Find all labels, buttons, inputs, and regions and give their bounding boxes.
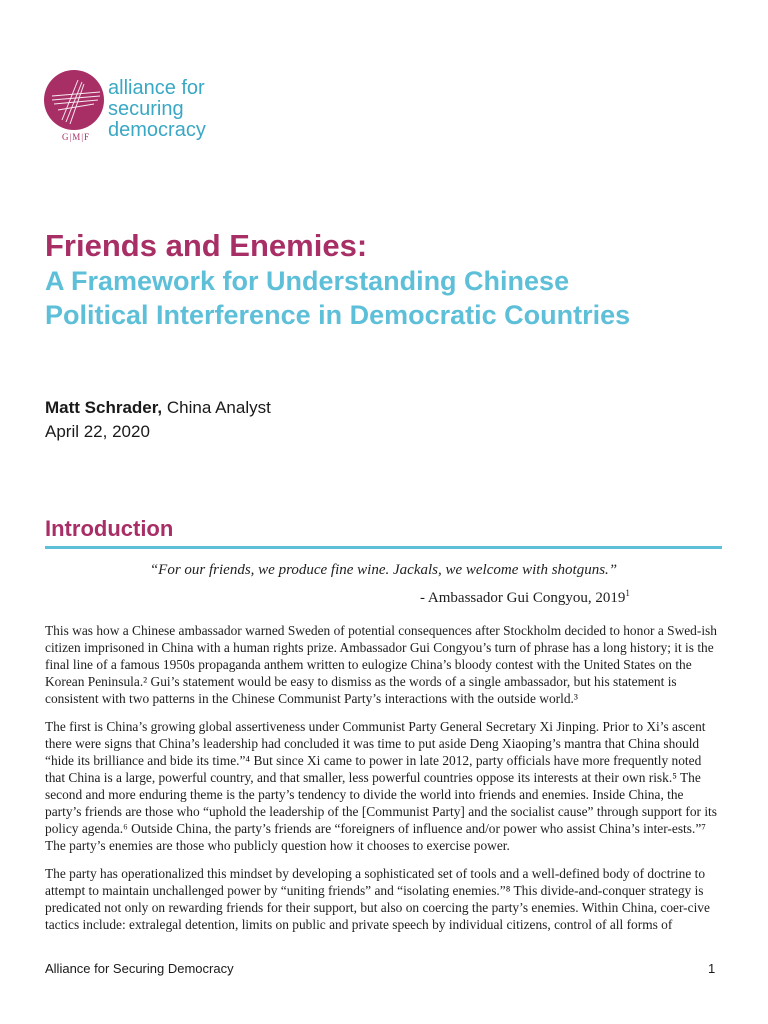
paragraph: This was how a Chinese ambassador warned Sweden of potential consequences after Stockholm decided to honor a Swed-ish citizen imprisoned in China with a human rights prize. Ambassador Gui Congyou’s turn of phrase has a long history; it is the final line of a famous 1950s propaganda anthem written to eulogize China’s bloody contest with the United States on the Korean Peninsula.² Gui’s statement would be easy to dismiss as the words of a single ambassador, but his statement is consistent with two patterns in the Chinese Communist Party’s interactions with the outside world.³ [45, 623, 717, 706]
quote-attribution-text: - Ambassador Gui Congyou, 2019 [420, 590, 626, 606]
title-main: Friends and Enemies: [45, 228, 368, 263]
title-sub-line: Political Interference in Democratic Countries [45, 300, 631, 330]
author-block [45, 396, 271, 444]
logo-line: democracy [108, 119, 206, 141]
title-sub-line: A Framework for Understanding Chinese [45, 266, 570, 296]
page-number: 1 [708, 961, 716, 976]
logo-wordmark [108, 78, 206, 141]
logo-line: securing [108, 98, 184, 120]
paragraph: The first is China’s growing global assertiveness under Communist Party General Secretary Xi Jinping. Prior to Xi’s ascent there were signs that China’s leadership had concluded it was time to put aside Deng Xiaoping’s mantra that China should “hide its brilliance and bide its time.”⁴ But since Xi came to power in late 2012, party officials have more frequently noted that China is a large, powerful country, and that smaller, less powerful countries oppose its interests at their own risk.⁵ The second and more enduring theme is the party’s tendency to divide the world into friends and enemies. Inside China, the party’s friends are those who “uphold the leadership of the [Communist Party] and the socialist cause” through support for its policy agenda.⁶ Outside China, the party’s friends are “foreigners of influence and/or power who assist China’s inter-ests.”⁷ The party’s enemies are those who publicly question how it chooses to exercise power. [45, 719, 717, 853]
author-line [45, 396, 271, 420]
author-role: China Analyst [162, 398, 271, 417]
footer-organization: Alliance for Securing Democracy [45, 961, 234, 976]
publication-date: April 22, 2020 [45, 422, 150, 441]
gmf-label: G|M|F [61, 132, 91, 142]
paragraph: The party has operationalized this mindset by developing a sophisticated set of tools and a well-defined body of doctrine to attempt to maintain unchallenged power by “uniting friends” and “isolating enemies.”⁸ This divide-and-conquer strategy is predicated not only on rewarding friends for their support, but also on coercing the party’s enemies. Within China, coer-cive tactics include: extralegal detention, limits on public and private speech by individual citizens, control of all forms of [45, 866, 710, 932]
section-heading: Introduction [45, 516, 174, 541]
logo-line: alliance for [108, 77, 205, 99]
globe-icon [44, 70, 104, 130]
quote-attribution [420, 590, 630, 607]
author-name: Matt Schrader, [45, 398, 163, 417]
asd-logo [44, 70, 264, 150]
document-title [45, 228, 745, 332]
epigraph-quote: “For our friends, we produce fine wine. Jackals, we welcome with shotguns.” [149, 562, 618, 578]
gmf-logo-mark [44, 70, 104, 130]
section-divider [45, 546, 722, 549]
body-text [45, 622, 722, 944]
footnote-marker: 1 [625, 588, 630, 598]
